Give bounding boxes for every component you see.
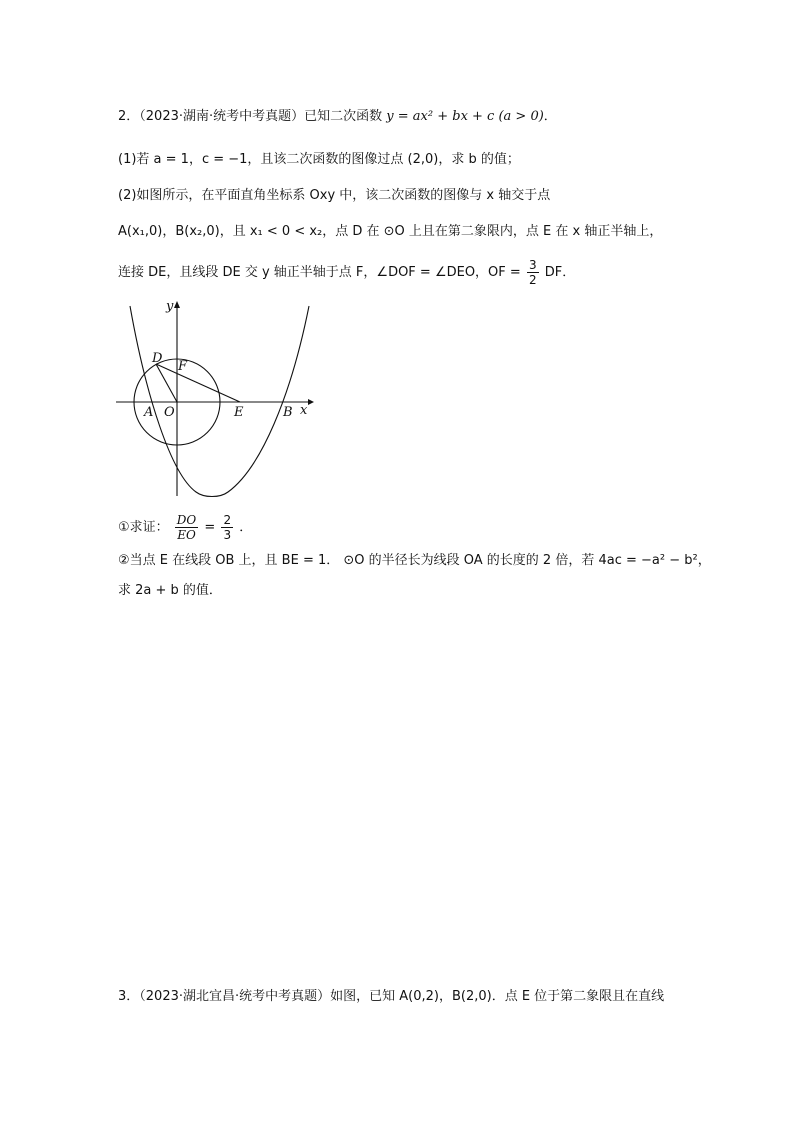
q2-heading bbox=[118, 108, 557, 126]
q2-end: ． bbox=[543, 109, 557, 124]
fraction-numerator: DO bbox=[176, 513, 197, 527]
label-f: F bbox=[178, 359, 188, 374]
segment-de bbox=[156, 364, 240, 402]
q2-sub1 bbox=[118, 513, 252, 542]
label-o: O bbox=[164, 405, 175, 420]
label-b: B bbox=[283, 405, 293, 420]
label-d: D bbox=[152, 351, 163, 366]
label-e: E bbox=[234, 405, 244, 420]
fraction-denominator: 3 bbox=[223, 528, 232, 542]
q2-number: 2． bbox=[118, 109, 140, 124]
q2-lead: 已知二次函数 bbox=[304, 109, 383, 124]
q2-part2-line1: (2)如图所示，在平面直角坐标系 Oxy 中，该二次函数的图像与 x 轴交于点 bbox=[118, 188, 551, 203]
q2-part2-line3-a: 连接 DE，且线段 DE 交 y 轴正半轴于点 F，∠DOF = ∠DEO，OF = bbox=[118, 265, 521, 280]
fraction-two-thirds bbox=[221, 513, 233, 542]
q2-sub1-prefix: ①求证： bbox=[118, 520, 169, 535]
label-y: y bbox=[166, 299, 174, 314]
q2-sub1-equals: = bbox=[204, 520, 216, 535]
parabola-circle-figure bbox=[116, 296, 316, 501]
q2-sub2-line2: 求 2a + b 的值． bbox=[118, 583, 222, 598]
fraction-do-eo bbox=[175, 513, 198, 542]
q2-source: （2023·湖南·统考中考真题） bbox=[139, 109, 305, 124]
y-axis-arrow bbox=[174, 301, 180, 308]
q2-part2-line2: A(x₁,0)，B(x₂,0)，且 x₁ < 0 < x₂，点 D 在 ⊙O 上且在第二象限内，点 E 在 x 轴正半轴上， bbox=[118, 224, 663, 239]
q2-part1: (1)若 a = 1，c = −1，且该二次函数的图像过点 (2,0)，求 b 的值； bbox=[118, 152, 520, 167]
fraction-three-halves bbox=[527, 258, 539, 287]
segment-do bbox=[156, 364, 177, 402]
x-axis-arrow bbox=[308, 399, 314, 405]
fraction-denominator: EO bbox=[177, 528, 196, 542]
fraction-numerator: 3 bbox=[528, 258, 537, 272]
q2-part2-line3-b: DF． bbox=[544, 265, 576, 280]
fraction-numerator: 2 bbox=[223, 513, 232, 527]
fraction-denominator: 2 bbox=[528, 273, 537, 287]
q2-sub2-line1: ②当点 E 在线段 OB 上，且 BE = 1． ⊙O 的半径长为线段 OA 的长度的 2 倍，若 4ac = −a² − b²， bbox=[118, 553, 711, 568]
q2-formula: y = ax² + bx + c (a > 0) bbox=[386, 109, 544, 124]
q3-line1: 3．（2023·湖北宜昌·统考中考真题）如图，已知 A(0,2)，B(2,0)．点 E 位于第二象限且在直线 bbox=[118, 989, 665, 1004]
q2-sub1-end: ． bbox=[239, 520, 253, 535]
label-x: x bbox=[300, 403, 308, 418]
q2-part2-line3 bbox=[118, 258, 575, 287]
label-a: A bbox=[144, 405, 154, 420]
